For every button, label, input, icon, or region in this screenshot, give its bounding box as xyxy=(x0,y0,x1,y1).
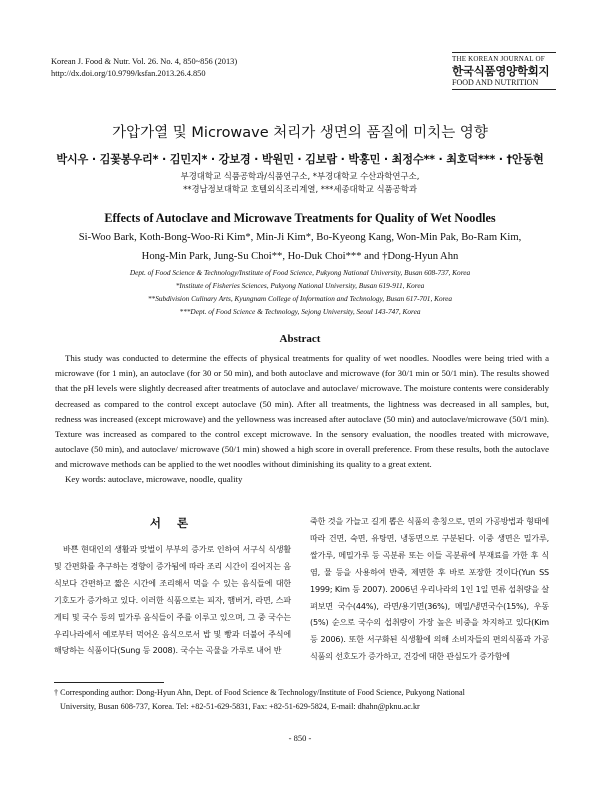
title-english: Effects of Autoclave and Microwave Treatments for Quality of Wet Noodles xyxy=(104,211,496,225)
affiliation-english: ***Dept. of Food Science & Technology, Sejong University, Seoul 143-747, Korea xyxy=(179,307,421,316)
doi-link[interactable]: http://dx.doi.org/10.9799/ksfan.2013.26.4.850 xyxy=(51,69,206,78)
logo-ko: 한국식품영양학회지 xyxy=(452,64,550,78)
corresponding-author-footnote xyxy=(54,686,550,713)
authors-english: Hong-Min Park, Jung-Su Choi**, Ho-Duk Choi*** and †Dong-Hyun Ahn xyxy=(141,251,459,262)
logo-en-bottom: FOOD AND NUTRITION xyxy=(452,78,556,90)
abstract-text: This study was conducted to determine the effects of physical treatments for quality of wet noodles. Noodles were being tried with a microwave (for 1 min), an autoclave (for 30 or 50 min), and both autoclave and microwave (for 30/1 min or 50/1 min). The results showed that the pH levels were slightly decreased after treatments of autoclave and autoclave/ microwave. The moisture contents were considerably decreased as compared to the control except autoclave (50 min). After all treatments, the lightness was decreased in all samples, but, redness was increased (except microwave) and the yellowness was increased after autoclave (50 min) and autoclave/microwave (50/1 min). Texture was increased as compared to the control except microwave. In the sensory evaluation, the noodles treated with microwave, autoclave (50 min), and autoclave/ microwave (50/1 min) showed a high score in overall preference. From these results, both the autoclave and microwave methods can be applied to the wet noodles without diminishing its quality to a great extent. xyxy=(55,353,549,470)
affiliation-english: **Subdivision Culinary Arts, Kyungnam College of Information and Technology, Busan 617-701, Korea xyxy=(147,294,453,303)
body-column-right: 죽한 것을 가늘고 길게 뽑은 식품의 총칭으로, 면의 가공방법과 형태에 따라 건면, 숙면, 유탕면, 냉동면으로 구분된다. 이중 생면은 밀가루, 쌀가루, 메밀가루 등 곡분류 또는 이들 곡분류에 부재료를 가한 후 식염, 물 등을 사용하여 반죽, 제면한 후 바로 포장한 것이다(Yun SS 1999; Kim 등 2007). 2006년 우리나라의 1인 1일 면류 섭취량을 살펴보면 국수(44%), 라면/용기면(36%), 메밀/냉면국수(15%), 우동(5%) 순으로 국수의 섭취량이 가장 높은 비중을 차지하고 있다(Kim 등 2006). 또한 서구화된 식생활에 의해 소비자들의 편의식품과 가공식품의 선호도가 증가하고, 건강에 대한 관심도가 증가함에 xyxy=(310,517,549,662)
title-korean: 가압가열 및 Microwave 처리가 생면의 품질에 미치는 영향 xyxy=(112,125,488,141)
affiliation-korean: 부경대학교 식품공학과/식품연구소, *부경대학교 수산과학연구소, xyxy=(180,171,420,181)
citation-line: Korean J. Food & Nutr. Vol. 26. No. 4, 850~856 (2013) xyxy=(51,57,238,66)
journal-citation xyxy=(51,56,237,80)
authors-english: Si-Woo Bark, Koth-Bong-Woo-Ri Kim*, Min-Ji Kim*, Bo-Kyeong Kang, Won-Min Pak, Bo-Ram Kim, xyxy=(78,232,522,243)
section-heading: 서 론 xyxy=(149,516,195,530)
affiliation-english: *Institute of Fisheries Sciences, Pukyong National University, Busan 619-911, Korea xyxy=(175,281,425,290)
abstract-heading: Abstract xyxy=(279,333,321,345)
logo-top-rule xyxy=(452,52,556,53)
affiliation-korean: **경남정보대학교 호텔외식조리계열, ***세종대학교 식품공학과 xyxy=(183,184,417,194)
keywords: Key words: autoclave, microwave, noodle, quality xyxy=(65,474,243,484)
journal-logo xyxy=(452,52,556,90)
footnote-rule xyxy=(54,682,164,683)
logo-en-top: THE KOREAN JOURNAL OF xyxy=(452,55,545,63)
authors-korean: 박시우 · 김꽃봉우리* · 김민지* · 강보경 · 박원민 · 김보람 · 박홍민 · 최정수** · 최호덕*** · †안동현 xyxy=(56,153,544,166)
affiliation-english: Dept. of Food Science & Technology/Institute of Food Science, Pukyong National University, Busan 608-737, Korea xyxy=(129,268,471,277)
footnote-line: † Corresponding author: Dong-Hyun Ahn, Dept. of Food Science & Technology/Institute of Food Science, Pukyong National xyxy=(54,688,465,697)
body-column-left: 바쁜 현대인의 생활과 맞벌이 부부의 증가로 인하여 서구식 식생활 및 간편화를 추구하는 경향이 증가됨에 따라 조리 시간이 길어지는 음식보다 간편하고 짧은 시간에 조리해서 먹을 수 있는 음식들에 대한 기호도가 증가하고 있다. 이러한 식품으로는 피자, 햄버거, 라면, 스파게티 및 국수 등의 밀가루 음식들이 주를 이루고 있으며, 그 중 국수는 우리나라에서 예로부터 먹어온 음식으로서 밥 및 빵과 더불어 주식에 해당하는 식품이다(Sung 등 2008). 국수는 곡물을 가루로 내어 반 xyxy=(54,545,291,656)
footnote-line: University, Busan 608-737, Korea. Tel: +82-51-629-5831, Fax: +82-51-629-5824, E-mail: dhahn@pknu.ac.kr xyxy=(60,701,420,711)
page-number: - 850 - xyxy=(288,733,312,743)
